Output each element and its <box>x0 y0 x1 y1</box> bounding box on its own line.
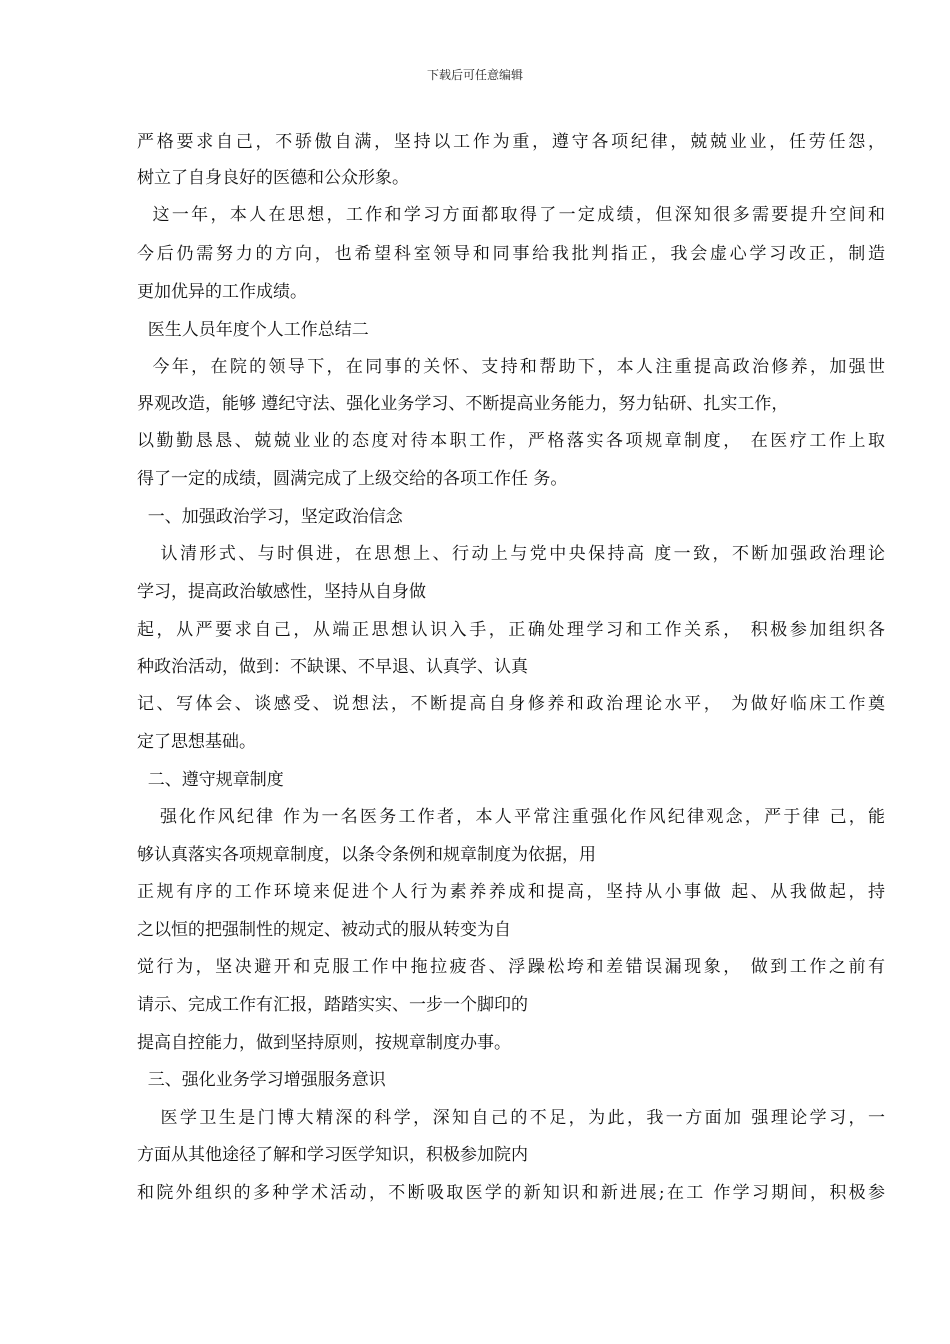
text-line: 更加优异的工作成绩。 <box>137 282 307 302</box>
text-line: 今后仍需努力的方向，也希望科室领导和同事给我批判指正，我会虚心学习改正，制造 <box>137 244 885 264</box>
text-line: 学习，提高政治敏感性，坚持从自身做 <box>137 582 426 602</box>
text-line: 方面从其他途径了解和学习医学知识，积极参加院内 <box>137 1145 528 1165</box>
text-line: 记、写体会、谈感受、说想法，不断提高自身修养和政治理论水平， 为做好临床工作奠 <box>137 694 885 714</box>
page-header: 下载后可任意编辑 <box>426 68 523 82</box>
text-line: 得了一定的成绩，圆满完成了上级交给的各项工作任 务。 <box>137 469 568 489</box>
text-line: 正规有序的工作环境来促进个人行为素养养成和提高，坚持从小事做 起、从我做起，持 <box>137 882 885 902</box>
text-line: 认清形式、与时俱进，在思想上、行动上与党中央保持高 度一致，不断加强政治理论 <box>137 544 885 564</box>
text-line: 请示、完成工作有汇报，踏踏实实、一步一个脚印的 <box>137 995 528 1015</box>
text-line: 定了思想基础。 <box>137 732 256 752</box>
text-line: 这一年，本人在思想，工作和学习方面都取得了一定成绩，但深知很多需要提升空间和 <box>137 205 885 225</box>
text-line: 觉行为，坚决避开和克服工作中拖拉疲沓、浮躁松垮和差错误漏现象， 做到工作之前有 <box>137 957 885 977</box>
text-line: 之以恒的把强制性的规定、被动式的服从转变为自 <box>137 920 511 940</box>
text-line: 界观改造，能够 遵纪守法、强化业务学习、不断提高业务能力，努力钻研、扎实工作， <box>137 394 789 414</box>
text-line: 树立了自身良好的医德和公众形象。 <box>137 168 409 188</box>
text-line: 严格要求自己，不骄傲自满，坚持以工作为重，遵守各项纪律，兢兢业业，任劳任怨， <box>137 132 885 152</box>
section-heading: 二、遵守规章制度 <box>137 770 284 790</box>
text-line: 提高自控能力，做到坚持原则，按规章制度办事。 <box>137 1033 511 1053</box>
section-title: 医生人员年度个人工作总结二 <box>137 320 369 340</box>
section-heading: 三、强化业务学习增强服务意识 <box>137 1070 386 1090</box>
text-line: 强化作风纪律 作为一名医务工作者，本人平常注重强化作风纪律观念，严于律 己，能 <box>137 807 885 827</box>
text-line: 种政治活动，做到：不缺课、不早退、认真学、认真 <box>137 657 528 677</box>
section-heading: 一、加强政治学习，坚定政治信念 <box>137 507 403 527</box>
text-line: 起，从严要求自己，从端正思想认识入手，正确处理学习和工作关系， 积极参加组织各 <box>137 620 885 640</box>
text-line: 以勤勤恳恳、兢兢业业的态度对待本职工作，严格落实各项规章制度， 在医疗工作上取 <box>137 431 885 451</box>
text-line: 够认真落实各项规章制度，以条令条例和规章制度为依据，用 <box>137 845 596 865</box>
text-line: 今年，在院的领导下，在同事的关怀、支持和帮助下，本人注重提高政治修养，加强世 <box>137 357 885 377</box>
text-line: 和院外组织的多种学术活动，不断吸取医学的新知识和新进展;在工 作学习期间，积极参 <box>137 1183 885 1203</box>
text-line: 医学卫生是门博大精深的科学，深知自己的不足，为此，我一方面加 强理论学习，一 <box>137 1108 885 1128</box>
